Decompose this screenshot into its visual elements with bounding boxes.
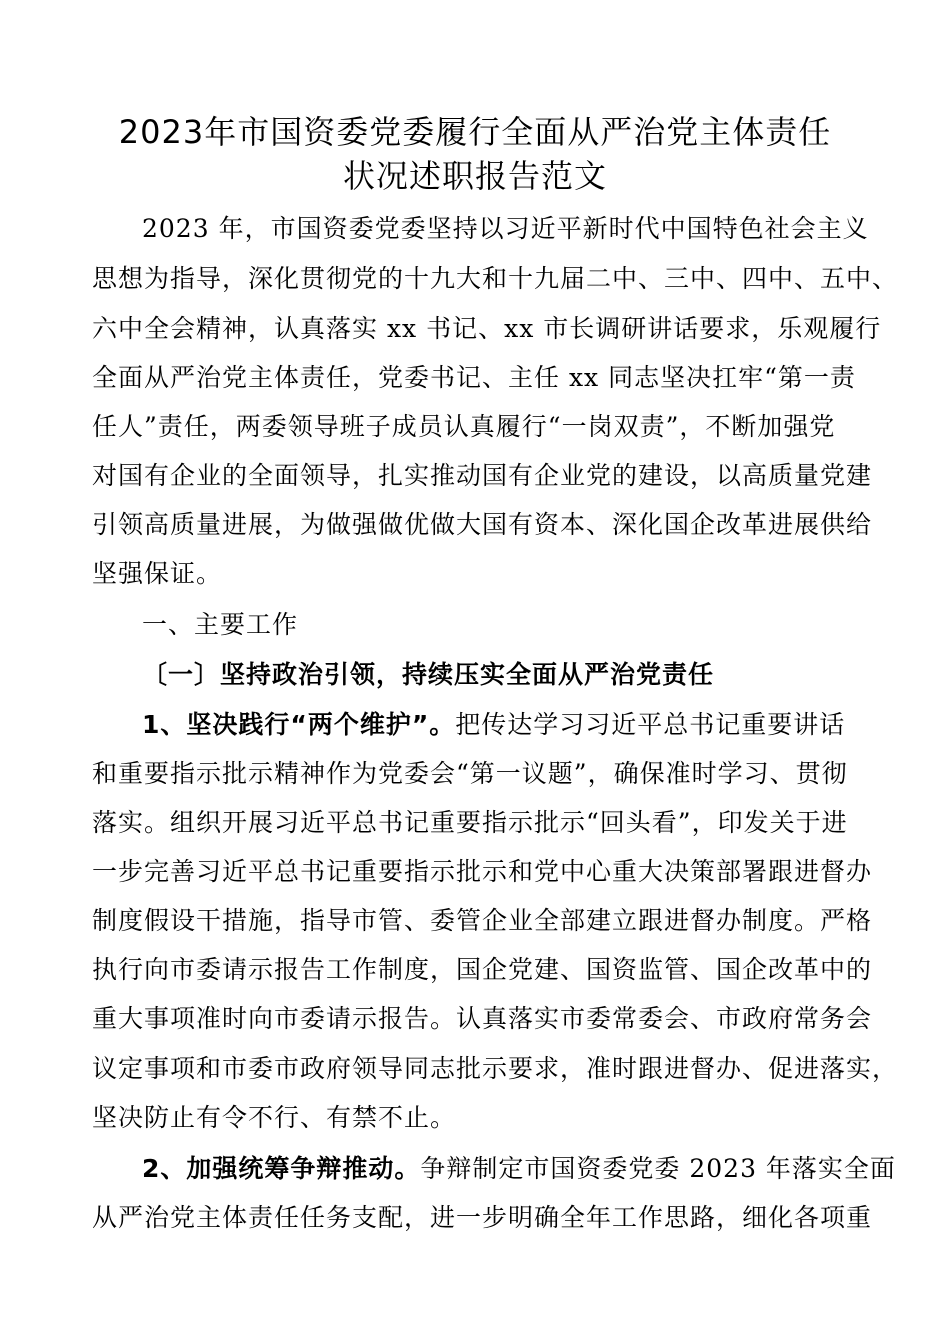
document-title-line-1: 2023年市国资委党委履行全面从严治党主体责任: [118, 113, 832, 151]
paragraph-line: [142, 1152, 922, 1186]
section-heading: 一、主要工作: [142, 610, 299, 639]
subsection-heading: 〔一〕坚持政治引领，持续压实全面从严治党责任: [142, 660, 715, 689]
paragraph-line: 执行向市委请示报告工作制度，国企党建、国资监管、国企改革中的: [92, 955, 873, 984]
paragraph-line: 思想为指导，深化贯彻党的十九大和十九届二中、三中、四中、五中、: [92, 264, 899, 293]
paragraph-line: 议定事项和市委市政府领导同志批示要求，准时跟进督办、促进落实，: [92, 1054, 899, 1083]
paragraph-line: 和重要指示批示精神作为党委会“第一议题”，确保准时学习、贯彻: [92, 759, 848, 788]
item-text: 把传达学习习近平总书记重要讲话: [455, 710, 846, 739]
paragraph-line: 六中全会精神，认真落实 xx 书记、xx 市长调研讲话要求，乐观履行: [92, 314, 882, 343]
document-title-line-2: 状况述职报告范文: [342, 157, 607, 195]
item-text: 争辩制定市国资委党委 2023 年落实全面: [420, 1154, 896, 1183]
paragraph-line: 一步完善习近平总书记重要指示批示和党中心重大决策部署跟进督办: [92, 857, 873, 886]
paragraph-line: 重大事项准时向市委请示报告。认真落实市委常委会、市政府常务会: [92, 1004, 873, 1033]
paragraph-line: 落实。组织开展习近平总书记重要指示批示“回头看”，印发关于进: [92, 808, 848, 837]
paragraph-line: 从严治党主体责任任务支配，进一步明确全年工作思路，细化各项重: [92, 1203, 873, 1232]
paragraph-line: 对国有企业的全面领导，扎实推动国有企业党的建设，以高质量党建: [92, 461, 873, 490]
paragraph-line: 坚决防止有令不行、有禁不止。: [92, 1103, 457, 1132]
paragraph-line: 制度假设干措施，指导市管、委管企业全部建立跟进督办制度。严格: [92, 906, 873, 935]
item-lead: 2、加强统筹争辩推动。: [142, 1154, 421, 1183]
paragraph-line: [142, 708, 922, 742]
paragraph-line: 任人”责任，两委领导班子成员认真履行“一岗双责”，不断加强党: [92, 412, 836, 441]
paragraph-line: 全面从严治党主体责任，党委书记、主任 xx 同志坚决扛牢“第一责: [92, 363, 856, 392]
item-lead: 1、坚决践行“两个维护”。: [142, 710, 456, 739]
paragraph-line: 2023 年，市国资委党委坚持以习近平新时代中国特色社会主义: [142, 214, 869, 243]
paragraph-line: 引领高质量进展，为做强做优做大国有资本、深化国企改革进展供给: [92, 510, 873, 539]
paragraph-line: 坚强保证。: [92, 559, 223, 588]
